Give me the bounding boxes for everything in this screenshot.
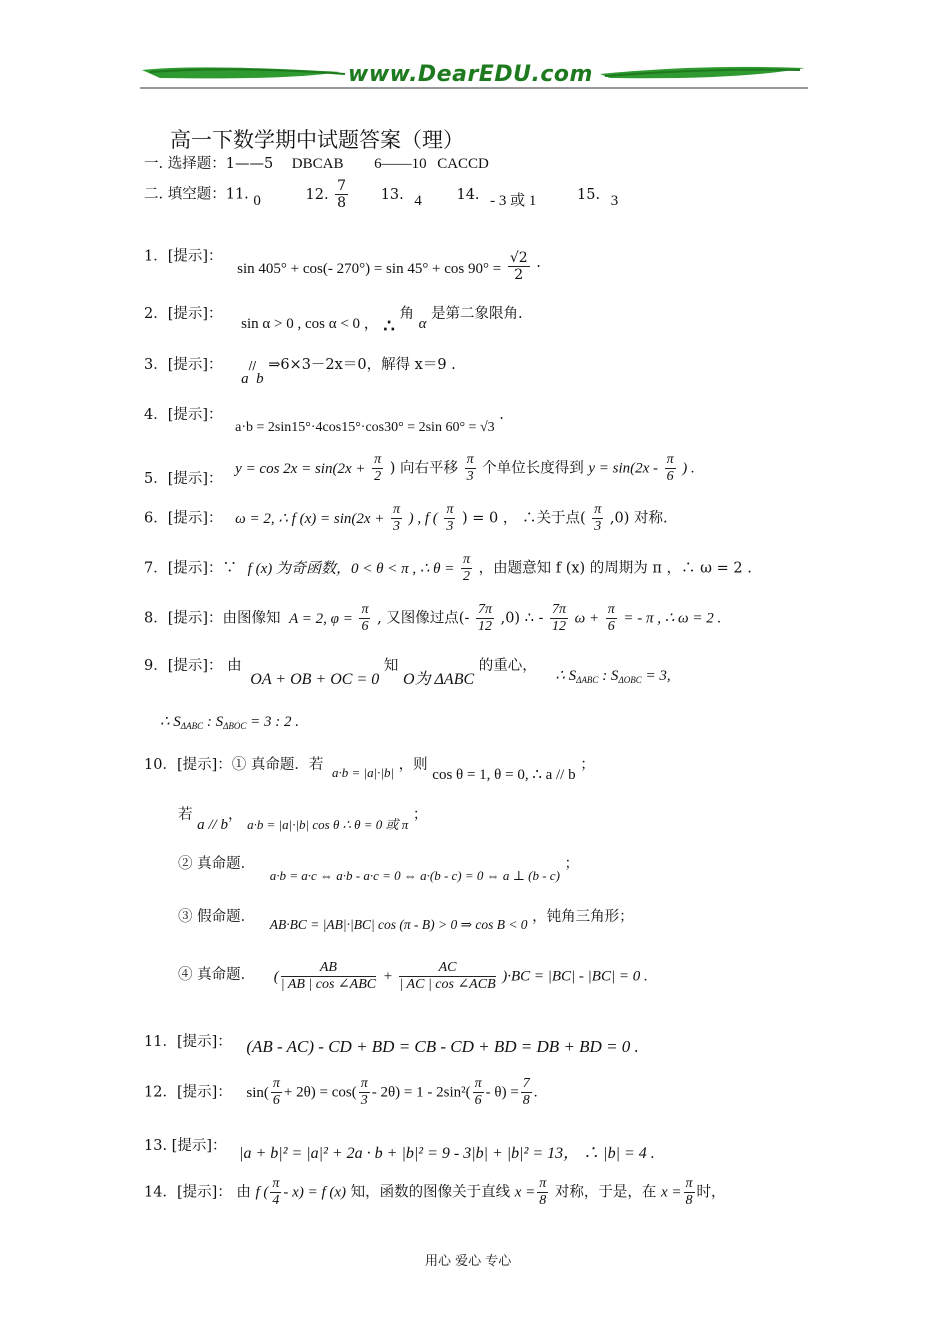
h10-p2: ② 真命题． bbox=[178, 856, 256, 872]
h9-l2b: : S bbox=[206, 714, 224, 730]
fill-15-num: 15. bbox=[577, 186, 601, 203]
hint-2-alpha: α bbox=[418, 316, 427, 332]
hint-12-label: 12．[提示]： bbox=[144, 1084, 232, 1101]
hint-5 bbox=[144, 452, 695, 485]
vec-a: a bbox=[241, 371, 249, 387]
h12-e2: + 2θ) = cos( bbox=[283, 1084, 357, 1101]
hint-14 bbox=[144, 1176, 726, 1209]
hint-6-e1: ω = 2, ∴ f (x) = sin(2x + bbox=[235, 510, 385, 527]
fill-14: - 3 或 1 bbox=[490, 192, 537, 209]
h5-f2d: 3 bbox=[466, 469, 474, 485]
hint-11-expr: (AB - AC) - CD + BD = CB - CD + BD = DB + BD = 0 . bbox=[246, 1037, 639, 1056]
hint-8-e5: = - π , ∴ ω = 2 . bbox=[623, 610, 722, 627]
h14-e2: - x) = f (x) bbox=[283, 1184, 347, 1201]
h10-semicolon: ； bbox=[580, 757, 595, 773]
fill-14-num: 14. bbox=[456, 186, 480, 203]
h5-f1n: π bbox=[372, 452, 383, 469]
hint-8-e2: , 又图像过点(- bbox=[377, 610, 470, 627]
hint-1-expr: sin 405° + cos(- 270°) = sin 45° + cos 90° = bbox=[237, 260, 502, 277]
hint-5-frac-3 bbox=[665, 452, 676, 485]
hint-2-text: 是第二象限角. bbox=[431, 306, 523, 322]
h10-c7d2: | AC | cos ∠ACB bbox=[399, 977, 496, 993]
hint-5-label: 5．[提示]： bbox=[144, 470, 223, 487]
h10-semicolon-3: ； bbox=[564, 856, 580, 872]
hint-13-expr: |a + b|² = |a|² + 2a · b + |b|² = 9 - 3|b| + |b|² = 13， ∴ |b| = 4 . bbox=[239, 1145, 655, 1162]
h14-frac-2 bbox=[537, 1176, 548, 1209]
h14-f3d: 8 bbox=[685, 1193, 693, 1209]
hint-8-frac-2 bbox=[476, 602, 494, 635]
h12-f1d: 6 bbox=[272, 1093, 280, 1109]
hint-5-frac-2 bbox=[465, 452, 476, 485]
h6-f3d: 3 bbox=[594, 519, 602, 535]
choice-ans-1: DBCAB bbox=[291, 156, 344, 172]
h12-f1n: π bbox=[271, 1076, 282, 1093]
h14-f1n: π bbox=[270, 1176, 281, 1193]
h6-f2n: π bbox=[444, 502, 455, 519]
hint-2-expr: sin α > 0 , cos α < 0 ， bbox=[241, 316, 379, 332]
h14-e1: f ( bbox=[255, 1184, 269, 1201]
hint-11-label: 11．[提示]： bbox=[144, 1034, 232, 1050]
h10-c7n1: AB bbox=[281, 960, 376, 977]
fill-13: 4 bbox=[414, 192, 422, 209]
therefore-icon: ∴ bbox=[383, 316, 395, 337]
hint-7-label: 7．[提示]：∵ bbox=[144, 560, 238, 577]
h10-c7d1: | AB | cos ∠ABC bbox=[280, 977, 377, 993]
h10-frac-2 bbox=[399, 960, 495, 993]
h14-e4: x = bbox=[661, 1184, 682, 1201]
h8-f1n: π bbox=[359, 602, 370, 619]
hint-11 bbox=[144, 1030, 639, 1056]
hint-5-e1: y = cos 2x = sin(2x + bbox=[235, 460, 366, 477]
hint-6-frac-2 bbox=[444, 502, 455, 535]
hint-3-text: ⇒6×3－2x＝0，解得 x＝9 . bbox=[268, 357, 456, 373]
h7-fn: π bbox=[461, 552, 472, 569]
h8-f3d: 12 bbox=[552, 619, 567, 635]
hint-6-label: 6．[提示]： bbox=[144, 510, 223, 527]
fill-answers bbox=[144, 178, 618, 211]
h6-f2d: 3 bbox=[446, 519, 454, 535]
hint-1-num: √2 bbox=[509, 250, 528, 266]
fill-12-frac bbox=[335, 178, 348, 211]
hint-9-vector-sum: OA + OB + OC = 0 bbox=[250, 671, 380, 688]
h10-c5: a·b = a·c ⇔ a·b - a·c = 0 ⇔ a·(b - c) = 0 ⇔ a ⊥ (b - c) bbox=[269, 868, 560, 883]
fill-13-num: 13. bbox=[380, 186, 404, 203]
h7-fd: 2 bbox=[463, 569, 470, 585]
h12-e5: . bbox=[533, 1084, 538, 1101]
fill-15: 3 bbox=[610, 192, 619, 209]
hint-8-e3: ,0) ∴ - bbox=[500, 610, 544, 627]
hint-10-label: 10．[提示]：① 真命题．若 bbox=[144, 757, 324, 773]
h14-t2: 对称，于是，在 bbox=[554, 1184, 657, 1201]
fill-12-num: 12. bbox=[305, 186, 329, 203]
h8-f2n: 7π bbox=[476, 602, 494, 619]
h12-frac-1 bbox=[271, 1076, 282, 1109]
h10-c6: AB·BC = |AB|·|BC| cos (π - B) > 0 ⇒ cos B < 0 bbox=[269, 917, 528, 932]
h10-p3: ③ 假命题． bbox=[178, 909, 256, 925]
hint-6-e3: ) = 0 ， ∴关于点( bbox=[462, 510, 586, 527]
h10-frac-1 bbox=[281, 960, 376, 993]
h14-t1: 知，函数的图像关于直线 bbox=[350, 1184, 511, 1201]
hint-9-zhi: 知 bbox=[383, 658, 399, 674]
hint-9-text: 的重心， bbox=[478, 658, 537, 674]
hint-9-ratio-1 bbox=[555, 668, 670, 684]
h10-p4: ④ 真命题． bbox=[178, 966, 256, 983]
h12-e3: - 2θ) = 1 - 2sin²( bbox=[371, 1084, 471, 1101]
h10-c7n2: AC bbox=[399, 960, 495, 977]
hint-2-jiao: 角 bbox=[399, 306, 414, 322]
h9-r3: = 3, bbox=[645, 668, 671, 684]
h8-f3n: 7π bbox=[550, 602, 568, 619]
h14-e3: x = bbox=[514, 1184, 536, 1201]
choice-answers bbox=[144, 152, 489, 173]
h10-ze: ，则 bbox=[398, 757, 428, 773]
choice-ans-2: CACCD bbox=[437, 156, 489, 172]
h10-c7e: )·BC = |BC| - |BC| = 0 . bbox=[502, 968, 648, 985]
hint-4-expr: a·b = 2sin15°·4cos15°·cos30° = 2sin 60° = √3 bbox=[235, 420, 495, 435]
hint-9-label: 9．[提示]： 由 bbox=[144, 658, 242, 674]
h10-ruo: 若 bbox=[178, 807, 193, 823]
h12-e1: sin( bbox=[246, 1084, 269, 1101]
hint-10-line-2: 若 a // b， a·b = |a|·|b| cos θ ∴ θ = 0 或 π ； bbox=[178, 807, 428, 833]
h14-f3n: π bbox=[684, 1176, 695, 1193]
h14-frac-3 bbox=[684, 1176, 695, 1209]
fill-12-numerator: 7 bbox=[337, 178, 347, 194]
hint-4 bbox=[144, 403, 504, 435]
hint-13-label: 13. [提示]： bbox=[144, 1138, 227, 1154]
hint-5-frac-1 bbox=[372, 452, 383, 485]
hint-13 bbox=[144, 1132, 655, 1162]
hint-8-e4: ω + bbox=[574, 610, 600, 627]
h14-t3: 时， bbox=[696, 1184, 726, 1201]
fill-label: 二. 填空题：11. bbox=[144, 186, 249, 203]
h10-semicolon-2: ； bbox=[412, 807, 428, 823]
hint-12 bbox=[144, 1076, 538, 1109]
h8-f4n: π bbox=[606, 602, 617, 619]
h8-f4d: 6 bbox=[607, 619, 615, 635]
hint-3-label: 3．[提示]： bbox=[144, 357, 223, 373]
h8-f2d: 12 bbox=[477, 619, 492, 635]
hint-5-t1: ) 向右平移 bbox=[389, 460, 459, 477]
h9-l2a: ∴ S bbox=[160, 714, 181, 730]
h9-r1: ∴ S bbox=[555, 668, 577, 684]
hint-8-frac-3 bbox=[550, 602, 568, 635]
h6-f1n: π bbox=[391, 502, 402, 519]
hint-14-label: 14．[提示]： 由 bbox=[144, 1184, 251, 1201]
h14-f1d: 4 bbox=[272, 1193, 280, 1209]
hint-6-frac-3 bbox=[592, 502, 603, 535]
h5-f2n: π bbox=[465, 452, 476, 469]
h12-f3n: π bbox=[473, 1076, 484, 1093]
h12-f3d: 6 bbox=[474, 1093, 482, 1109]
hint-6-e4: ,0) 对称. bbox=[609, 510, 668, 527]
h12-f4d: 8 bbox=[522, 1093, 530, 1109]
hint-5-t2: 个单位长度得到 bbox=[482, 460, 584, 477]
h14-f2n: π bbox=[537, 1176, 548, 1193]
hint-5-e2: y = sin(2x - bbox=[588, 460, 659, 477]
hint-9-ratio-2 bbox=[160, 712, 299, 731]
hint-8-label: 8．[提示]：由图像知 bbox=[144, 610, 281, 627]
fill-12-denominator: 8 bbox=[337, 195, 347, 212]
h12-f2d: 3 bbox=[360, 1093, 368, 1109]
h12-e4: - θ) = bbox=[485, 1084, 519, 1101]
vec-b: b bbox=[256, 371, 264, 387]
h10-c2: cos θ = 1, θ = 0, ∴ a // b bbox=[432, 767, 576, 783]
h6-f3n: π bbox=[592, 502, 603, 519]
choice-label: 一. 选择题：1——5 bbox=[144, 156, 274, 172]
h14-f2d: 8 bbox=[539, 1193, 547, 1209]
h5-f1d: 2 bbox=[374, 469, 382, 485]
h12-f4n: 7 bbox=[521, 1076, 532, 1093]
h9-r1s: ΔABC bbox=[576, 675, 599, 685]
page-title: 高一下数学期中试题答案（理） bbox=[170, 128, 464, 152]
h12-frac-2 bbox=[359, 1076, 370, 1109]
hint-7-e2: ，由题意知 f (x) 的周期为 π ，∴ ω = 2 . bbox=[478, 560, 752, 577]
h10-c3: a // b bbox=[197, 817, 228, 833]
parallel-symbol: // bbox=[248, 359, 257, 372]
hint-5-e3: ) . bbox=[682, 460, 695, 477]
h12-f2n: π bbox=[359, 1076, 370, 1093]
h9-r2: : S bbox=[602, 668, 619, 684]
hint-7-e1: f (x) 为奇函数，0 < θ < π , ∴ θ = bbox=[247, 560, 455, 577]
hint-7 bbox=[144, 552, 752, 585]
h5-f3n: π bbox=[665, 452, 676, 469]
hint-10-line-1 bbox=[144, 753, 595, 783]
h12-frac-3 bbox=[473, 1076, 484, 1109]
hint-10-line-3 bbox=[178, 852, 580, 883]
hint-8 bbox=[144, 602, 721, 635]
h12-frac-4 bbox=[521, 1076, 532, 1109]
hint-8-e1: A = 2, φ = bbox=[289, 610, 353, 627]
h14-frac-1 bbox=[270, 1176, 281, 1209]
hint-6-frac-1 bbox=[391, 502, 402, 535]
h8-f1d: 6 bbox=[361, 619, 369, 635]
h9-r2s: ΔOBC bbox=[618, 675, 642, 685]
h9-l2c: = 3 : 2 . bbox=[250, 714, 299, 730]
fill-11: 0 bbox=[253, 192, 261, 209]
hint-1 bbox=[144, 240, 541, 284]
hint-10-line-5: ④ 真命题． ( $\frac{AB}{\text{| AB | cos ∠ABC}}$ + $\frac{AC}{\text{| AC | cos ∠ACB}}$ )·BC = |BC| - |BC| = 0 . bbox=[178, 960, 648, 993]
h9-l2bs: ΔBOC bbox=[223, 721, 247, 731]
h10-c1: a·b = |a|·|b| bbox=[331, 765, 395, 780]
hint-9-centroid: O为 ΔABC bbox=[402, 671, 475, 688]
hint-7-frac bbox=[461, 552, 472, 585]
hint-1-label: 1．[提示]： bbox=[144, 248, 223, 265]
hint-4-period: . bbox=[499, 407, 504, 423]
h5-f3d: 6 bbox=[666, 469, 674, 485]
h10-c6t: ，钝角三角形； bbox=[532, 909, 634, 925]
choice-range-2: 6——10 bbox=[374, 156, 427, 172]
hint-4-label: 4．[提示]： bbox=[144, 407, 223, 423]
hint-1-den: 2 bbox=[514, 267, 524, 284]
h10-c4: a·b = |a|·|b| cos θ ∴ θ = 0 或 π bbox=[247, 817, 409, 832]
hint-1-period: . bbox=[536, 254, 541, 271]
page-footer: 用心 爱心 专心 bbox=[425, 1254, 512, 1269]
h9-l2as: ΔABC bbox=[180, 721, 204, 731]
hint-2 bbox=[144, 302, 523, 337]
hint-6-e2: ) , f ( bbox=[408, 510, 438, 527]
hint-2-label: 2．[提示]： bbox=[144, 306, 223, 322]
hint-8-frac-1 bbox=[359, 602, 370, 635]
hint-3 bbox=[144, 353, 456, 387]
hint-8-frac-4 bbox=[606, 602, 617, 635]
header-logo bbox=[140, 60, 810, 94]
hint-1-frac bbox=[508, 250, 530, 283]
logo-text: www.DearEDU.com bbox=[348, 62, 593, 87]
hint-10-line-4 bbox=[178, 905, 634, 932]
h6-f1d: 3 bbox=[393, 519, 400, 535]
hint-6 bbox=[144, 502, 668, 535]
